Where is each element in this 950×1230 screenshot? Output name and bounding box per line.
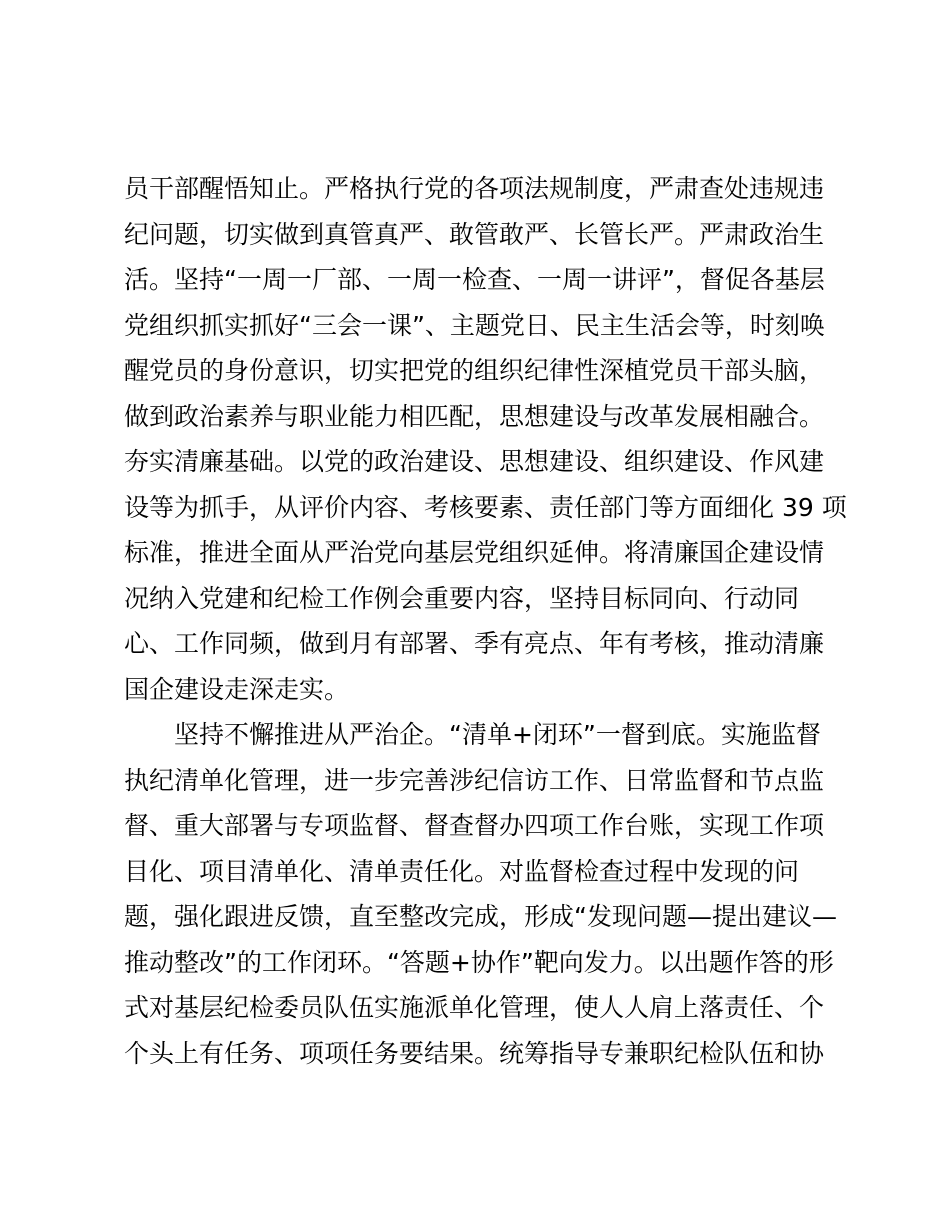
text-line: 党组织抓实抓好“三会一课”、主题党日、民主生活会等，时刻唤 — [124, 310, 825, 340]
text-line: 式对基层纪检委员队伍实施派单化管理，使人人肩上落责任、个 — [124, 993, 825, 1022]
text-line: 纪问题，切实做到真管真严、敢管敢严、长管长严。严肃政治生 — [124, 219, 825, 249]
text-line: 标准，推进全面从严治党向基层党组织延伸。将清廉国企建设情 — [124, 538, 825, 567]
text-line: 执纪清单化管理，进一步完善涉纪信访工作、日常监督和节点监 — [124, 765, 825, 795]
text-line: 推动整改”的工作闭环。“答题+协作”靶向发力。以出题作答的形 — [124, 947, 834, 977]
text-line: 个头上有任务、项项任务要结果。统筹指导专兼职纪检队伍和协 — [124, 1038, 825, 1068]
text-line: 醒党员的身份意识，切实把党的组织纪律性深植党员干部头脑， — [124, 356, 825, 385]
document-body — [124, 166, 847, 1076]
text-line-indented: 坚持不懈推进从严治企。“清单+闭环”一督到底。实施监督 — [174, 720, 821, 749]
text-line: 设等为抓手，从评价内容、考核要素、责任部门等方面细化 39 项 — [124, 492, 847, 522]
text-line: 目化、项目清单化、清单责任化。对监督检查过程中发现的问 — [124, 856, 800, 886]
text-line: 做到政治素养与职业能力相匹配，思想建设与改革发展相融合。 — [124, 401, 825, 431]
text-line: 况纳入党建和纪检工作例会重要内容，坚持目标同向、行动同 — [124, 583, 800, 613]
text-line: 督、重大部署与专项监督、督查督办四项工作台账，实现工作项 — [124, 811, 825, 840]
paragraph-1 — [124, 166, 847, 712]
paragraph-2 — [124, 712, 844, 1076]
text-line: 员干部醒悟知止。严格执行党的各项法规制度，严肃查处违规违 — [124, 174, 825, 203]
text-line: 活。坚持“一周一厂部、一周一检查、一周一讲评”，督促各基层 — [124, 265, 825, 294]
text-line: 题，强化跟进反馈，直至整改完成，形成“发现问题—提出建议— — [124, 902, 837, 931]
text-line: 国企建设走深走实。 — [124, 674, 350, 704]
text-line: 夯实清廉基础。以党的政治建设、思想建设、组织建设、作风建 — [124, 447, 825, 476]
text-line: 心、工作同频，做到月有部署、季有亮点、年有考核，推动清廉 — [124, 629, 825, 658]
